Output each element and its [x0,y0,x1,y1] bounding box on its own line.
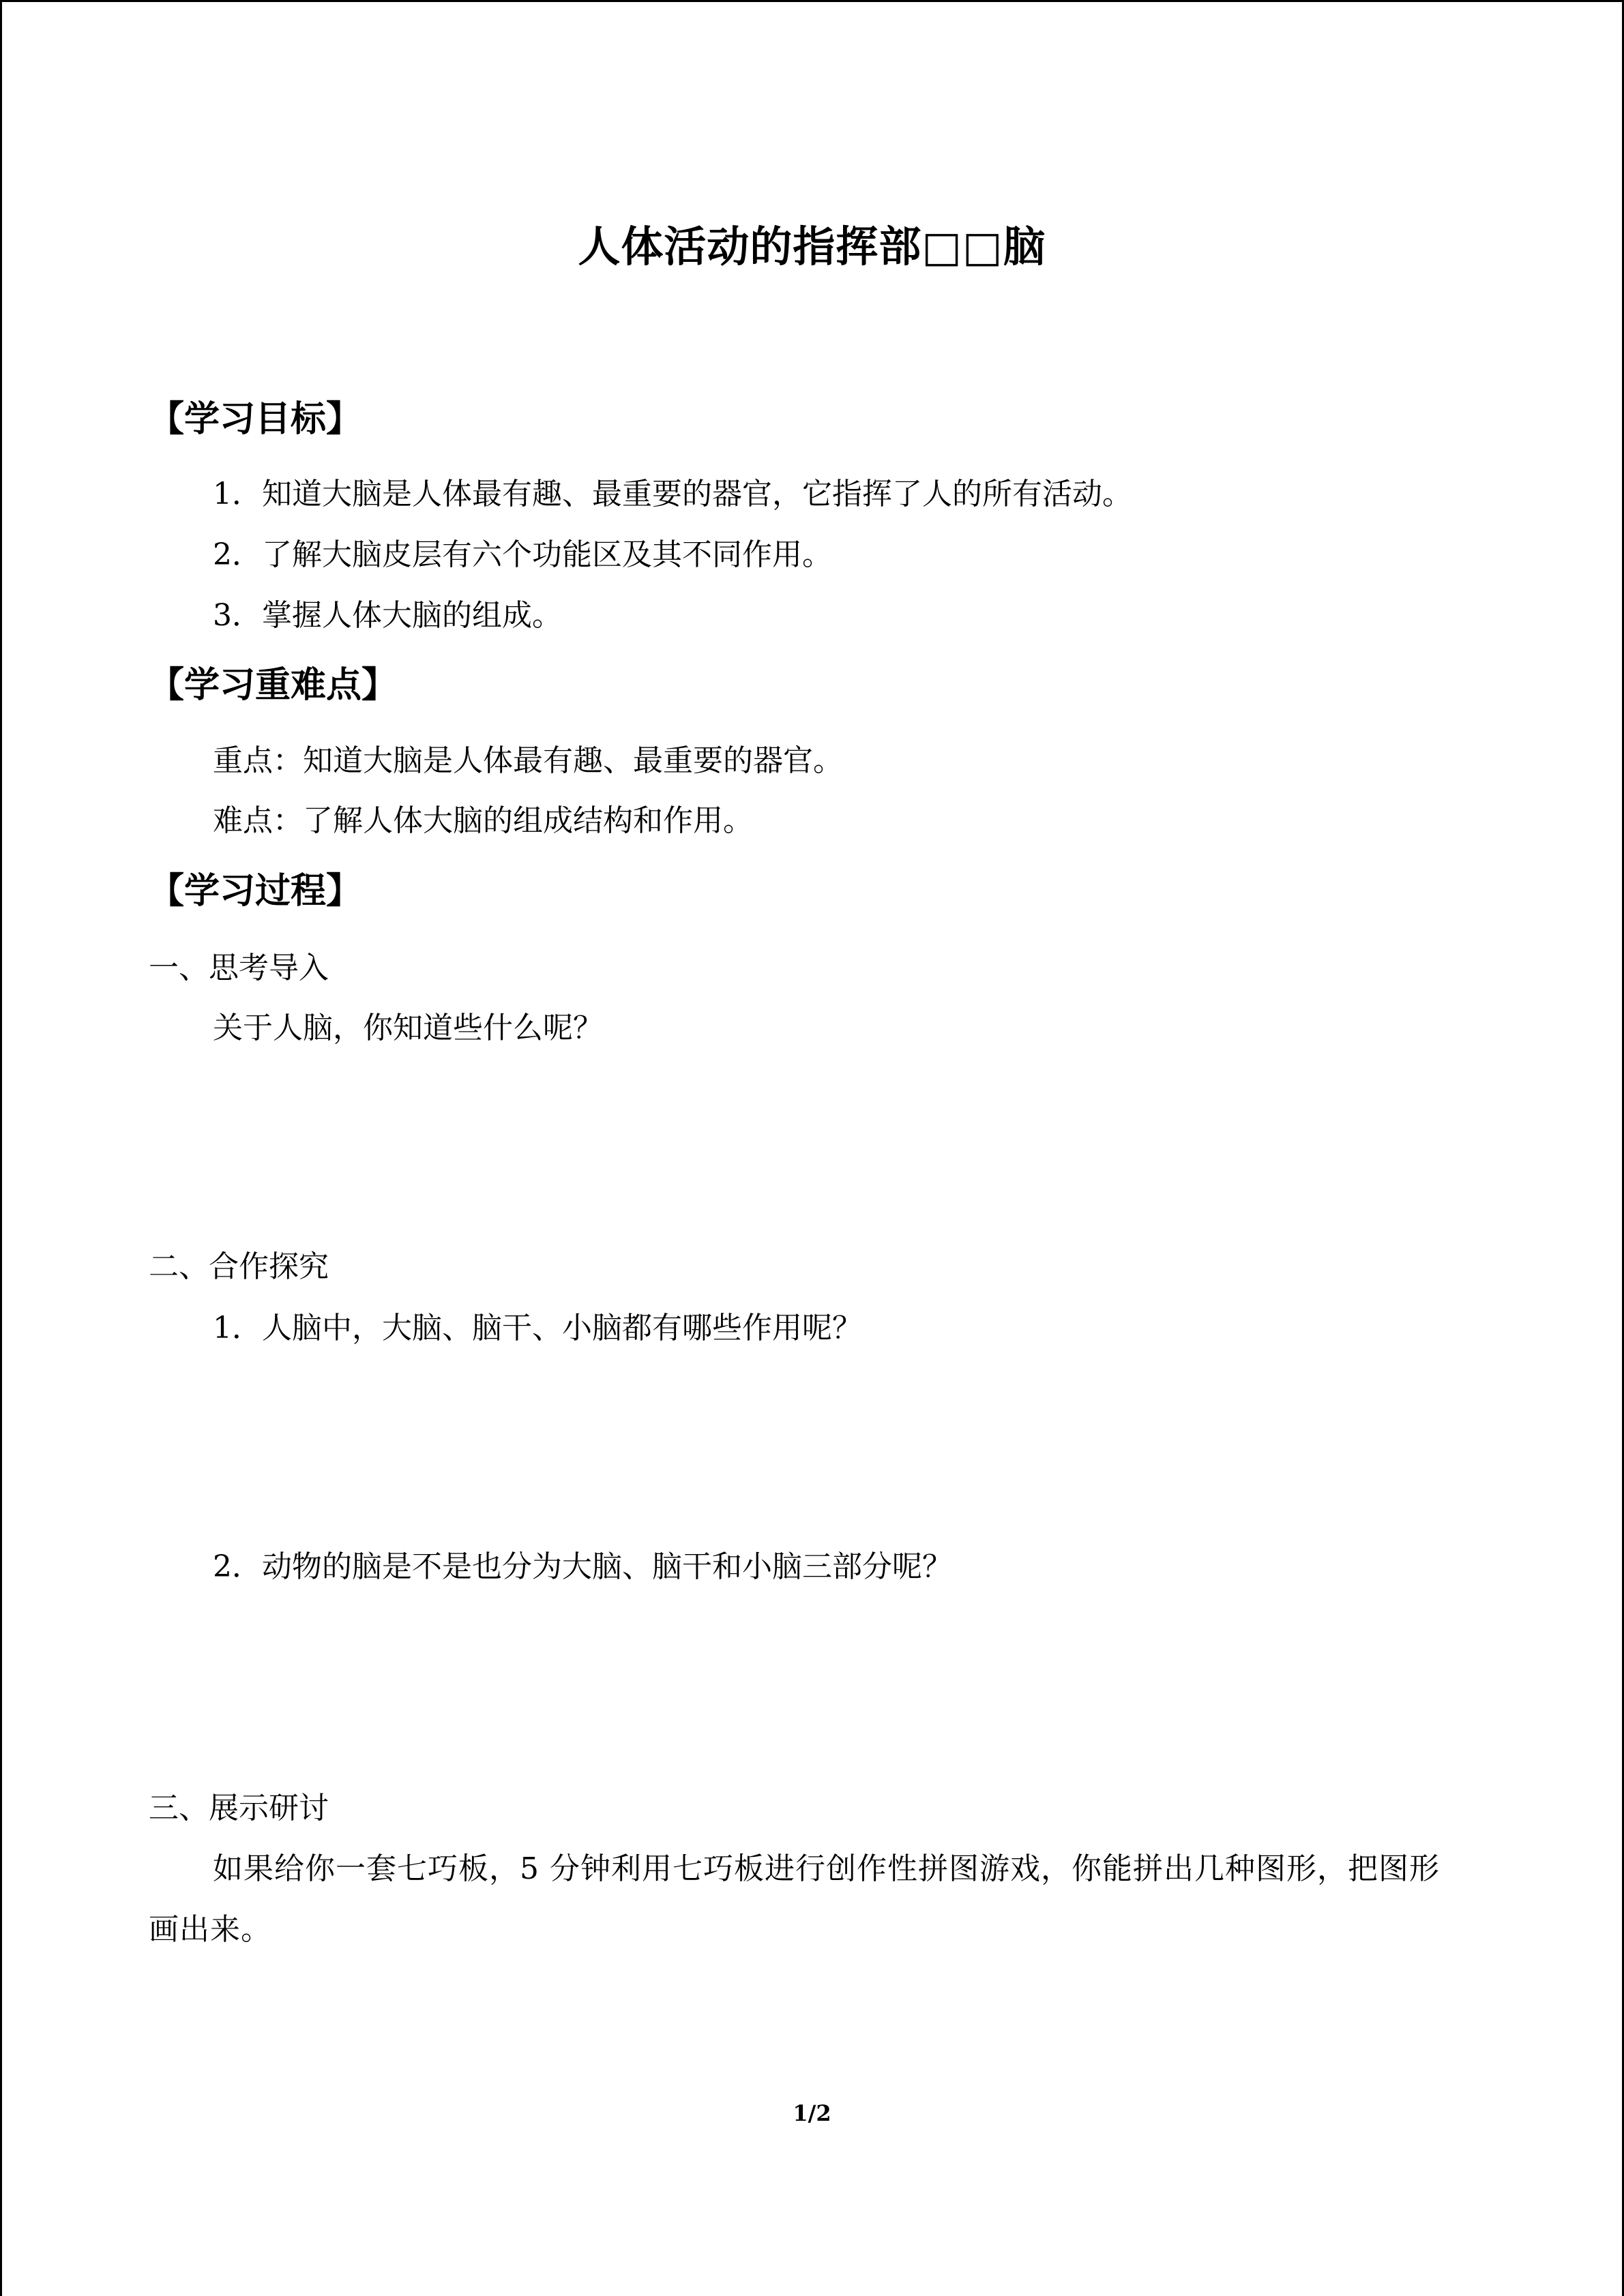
objective-item-3: 3．掌握人体大脑的组成。 [213,598,562,633]
question-1: 1．人脑中，大脑、脑干、小脑都有哪些作用呢？ [213,1311,862,1345]
document-title: 人体活动的指挥部□□脑 [578,222,1046,271]
objective-item-2: 2．了解大脑皮层有六个功能区及其不同作用。 [213,537,832,572]
section-heading-objectives: 【学习目标】 [149,398,362,440]
part-heading-thinking-intro: 一、思考导入 [149,951,329,985]
objective-item-1: 1．知道大脑是人体最有趣、最重要的器官，它指挥了人的所有活动。 [213,477,1132,511]
part-text-thinking-intro: 关于人脑，你知道些什么呢？ [213,1011,603,1045]
part-heading-cooperation: 二、合作探究 [149,1249,329,1284]
section-heading-key-points: 【学习重难点】 [149,664,398,706]
part-text-presentation: 如果给你一套七巧板，5 分钟利用七巧板进行创作性拼图游戏，你能拼出几种图形，把图形画出来。 [149,1851,1440,1947]
page-number: 1/2 [793,2100,831,2126]
section-heading-process: 【学习过程】 [149,870,362,912]
key-point-difficulty: 难点：了解人体大脑的组成结构和作用。 [213,803,753,838]
part-heading-presentation: 三、展示研讨 [149,1791,329,1825]
key-point-focus: 重点：知道大脑是人体最有趣、最重要的器官。 [213,743,843,778]
question-2: 2．动物的脑是不是也分为大脑、脑干和小脑三部分呢？ [213,1549,952,1584]
